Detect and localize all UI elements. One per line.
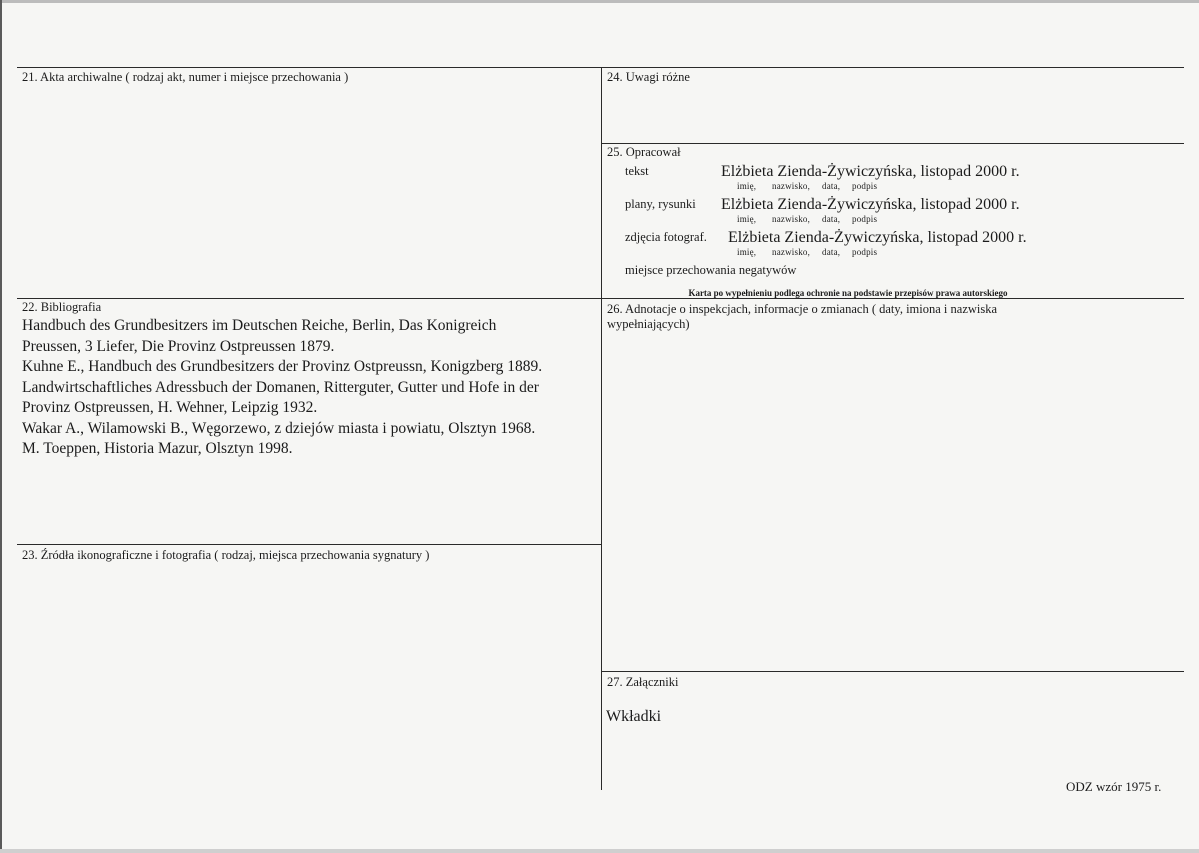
author-row-photos [625, 229, 1185, 246]
rule-24-25 [601, 143, 1184, 144]
attachments-value: Wkładki [606, 708, 662, 725]
caption-first-name: imię, [737, 181, 757, 191]
caption-surname: nazwisko, [772, 247, 811, 257]
page-edge-top [0, 0, 1199, 3]
caption-signature: podpis [852, 247, 878, 257]
copyright-notice: Karta po wypełnieniu podlega ochronie na podstawie przepisów prawa autorskiego [688, 288, 1008, 298]
caption-first-name: imię, [737, 214, 757, 224]
caption-signature: podpis [852, 181, 878, 191]
bibliography-entry: Wakar A., Wilamowski B., Węgorzewo, z dziejów miasta i powiatu, Olsztyn 1968. [22, 419, 536, 437]
caption-date: data, [822, 181, 841, 191]
rule-center [601, 67, 602, 790]
author-row-value: Elżbieta Zienda-Żywiczyńska, listopad 2000 r. [728, 229, 1027, 246]
bibliography-entry: Landwirtschaftliches Adressbuch der Domanen, Ritterguter, Gutter und Hofe in der [22, 378, 539, 396]
author-row-plans [625, 196, 1185, 213]
form-version: ODZ wzór 1975 r. [1066, 779, 1162, 794]
caption-surname: nazwisko, [772, 181, 811, 191]
author-row-value: Elżbieta Zienda-Żywiczyńska, listopad 2000 r. [721, 196, 1020, 213]
bibliography-entry: Preussen, 3 Liefer, Die Provinz Ostpreussen 1879. [22, 337, 335, 355]
author-row-text [625, 163, 1185, 180]
caption-date: data, [822, 247, 841, 257]
bibliography-entry: Handbuch des Grundbesitzers im Deutschen Reiche, Berlin, Das Konigreich [22, 317, 497, 334]
author-row-value: Elżbieta Zienda-Żywiczyńska, listopad 2000 r. [721, 163, 1020, 180]
section-26-label-cont: wypełniających) [607, 317, 690, 331]
signature-caption [625, 213, 1185, 229]
bibliography-entry: Provinz Ostpreussen, H. Wehner, Leipzig 1932. [22, 399, 318, 416]
author-row-key: zdjęcia fotograf. [625, 230, 707, 244]
signature-caption [625, 246, 1185, 262]
author-block [625, 163, 1185, 279]
rule-22-23 [17, 544, 602, 545]
bibliography-list [22, 316, 542, 460]
section-26-label: 26. Adnotacje o inspekcjach, informacje o zmianach ( daty, imiona i nazwiska [607, 302, 998, 316]
section-21-label: 21. Akta archiwalne ( rodzaj akt, numer i miejsce przechowania ) [22, 70, 349, 84]
page-edge-left [0, 0, 2, 853]
rule-26-27 [601, 671, 1184, 672]
page-edge-bottom [0, 849, 1199, 853]
section-22-label: 22. Bibliografia [22, 300, 102, 314]
author-row-key: plany, rysunki [625, 197, 696, 211]
caption-first-name: imię, [737, 247, 757, 257]
signature-caption [625, 180, 1185, 196]
caption-surname: nazwisko, [772, 214, 811, 224]
author-row-key: tekst [625, 164, 649, 178]
bibliography-entry: M. Toeppen, Historia Mazur, Olsztyn 1998. [22, 440, 293, 457]
section-24-label: 24. Uwagi różne [607, 70, 690, 84]
rule-21-22 [17, 298, 1184, 299]
section-25-label: 25. Opracował [607, 145, 681, 159]
section-23-label: 23. Źródła ikonograficzne i fotografia ( rodzaj, miejsca przechowania sygnatury ) [22, 548, 430, 562]
negatives-row [625, 262, 1185, 279]
section-27-label: 27. Załączniki [607, 675, 679, 689]
caption-signature: podpis [852, 214, 878, 224]
caption-date: data, [822, 214, 841, 224]
negatives-label: miejsce przechowania negatywów [625, 263, 797, 277]
bibliography-entry: Kuhne E., Handbuch des Grundbesitzers der Provinz Ostpreussn, Konigzberg 1889. [22, 358, 543, 375]
